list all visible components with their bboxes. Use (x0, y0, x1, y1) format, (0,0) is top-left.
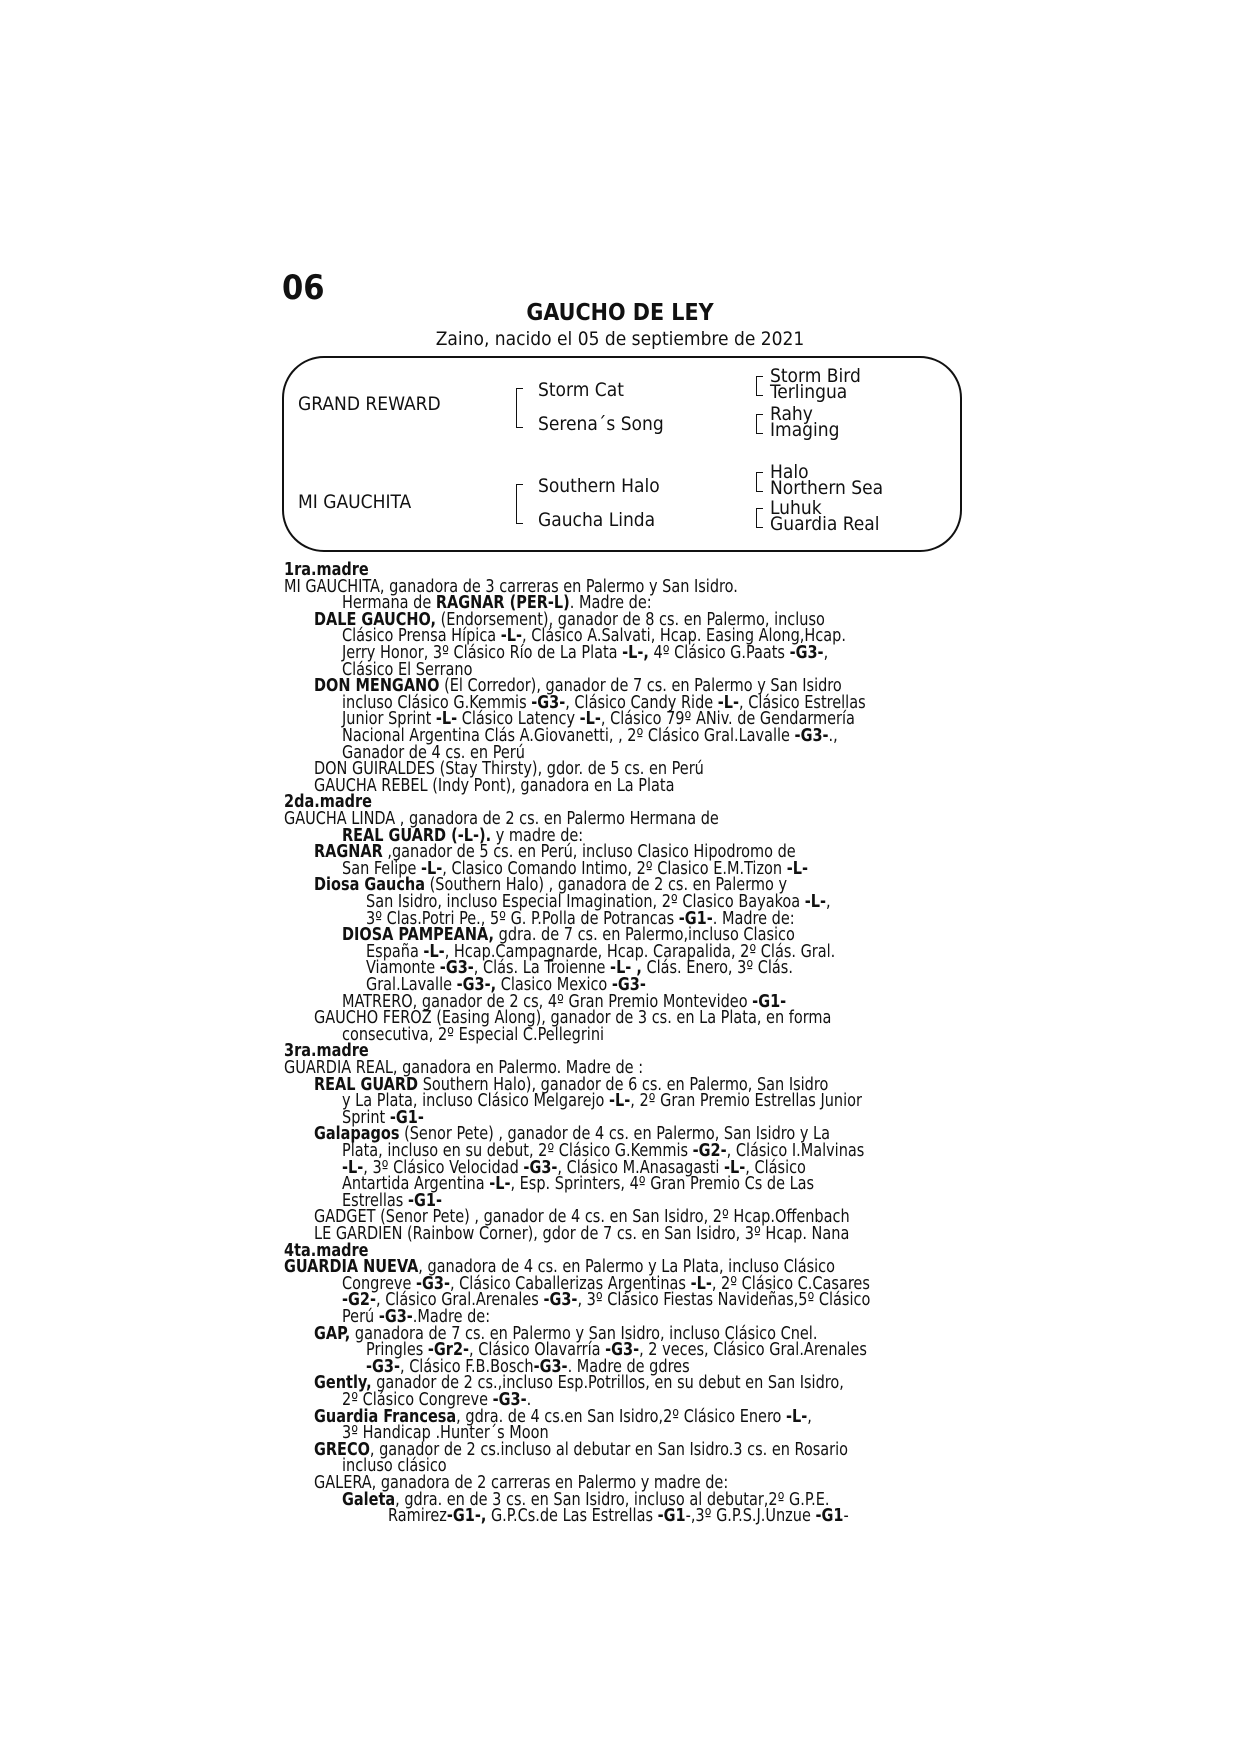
bold-segment: -L- (717, 692, 740, 713)
text-segment: .Madre de: (412, 1307, 491, 1327)
bold-segment: -L- (804, 892, 827, 912)
text-segment: , 2º Clásico C.Casares (711, 1273, 870, 1294)
text-segment: Clásico El Serrano (342, 659, 473, 680)
text-segment: , 3º Clásico Fiestas Navideñas,5º Clásico (577, 1290, 871, 1311)
text-line (314, 1226, 849, 1243)
text-segment: 3º Clas.Potri Pe., 5º G. P.Polla de Potrancas (366, 908, 679, 929)
text-segment: consecutiva, 2º Especial C.Pellegrini (342, 1024, 605, 1045)
ggparent: Storm Bird (770, 365, 861, 387)
bracket (516, 484, 523, 524)
bold-segment: -L- (724, 1157, 746, 1178)
bold-segment: -L- (786, 1406, 808, 1427)
bold-segment: -L- (690, 1273, 712, 1294)
text-segment: Ramirez (388, 1506, 447, 1527)
bold-segment: -G3- (439, 958, 474, 979)
bold-segment: -L- (609, 1091, 631, 1112)
text-segment: . (526, 1390, 532, 1410)
text-segment: Clás. Enero, 3º Clás. (641, 958, 793, 979)
text-segment: Clasico Mexico (496, 975, 612, 995)
text-segment: . Madre de gdres (567, 1356, 690, 1377)
text-segment: , Clásico Caballerizas Argentinas (449, 1273, 691, 1294)
text-segment: Viamonte (366, 958, 440, 979)
ggparent: Guardia Real (770, 513, 880, 535)
text-segment: , ganadora de 4 cs. en Palermo y La Plata, incluso Clásico (418, 1257, 835, 1278)
text-segment: (Senor Pete) , ganador de 4 cs. en Palermo, San Isidro y La (399, 1124, 830, 1145)
bold-segment: -L- (423, 941, 445, 962)
ggparent: Imaging (770, 419, 840, 441)
ggparent: Northern Sea (770, 477, 884, 499)
text-segment: GAUCHA LINDA , ganadora de 2 cs. en Palermo Hermana de (284, 809, 719, 829)
text-line (388, 1508, 849, 1525)
bold-segment: -G2- (342, 1290, 376, 1311)
text-segment: ganadora de 7 cs. en Palermo y San Isidro, incluso Clásico Cnel. (350, 1323, 818, 1344)
sire-sire: Storm Cat (538, 379, 624, 401)
ggparent: Rahy (770, 403, 813, 425)
dam: MI GAUCHITA (298, 491, 412, 513)
text-segment: Gral.Lavalle (366, 975, 457, 995)
text-segment: , Clásico A.Salvati, Hcap. Easing Along,Hcap. (522, 626, 846, 647)
bold-segment: GRECO (314, 1439, 370, 1460)
text-segment: Junior Sprint (342, 709, 436, 730)
bracket (756, 414, 763, 434)
text-segment: incluso clásico (342, 1456, 447, 1477)
text-segment: y madre de: (491, 825, 584, 846)
text-segment: , Clásico (745, 1157, 806, 1178)
bold-segment: -Gr2- (427, 1340, 470, 1361)
bold-segment: -L- (342, 1157, 364, 1178)
text-segment: , (826, 892, 831, 912)
text-segment: (El Corredor), ganador de 7 cs. en Palermo y San Isidro (439, 676, 842, 697)
bold-segment: GAP, (314, 1323, 351, 1344)
text-segment: España (366, 941, 424, 962)
dam-dam: Gaucha Linda (538, 509, 656, 531)
text-segment: (Southern Halo) , ganadora de 2 cs. en Palermo y (425, 875, 788, 896)
section-heading: 4ta.madre (284, 1240, 369, 1261)
ggparent: Halo (770, 461, 809, 483)
text-segment: GUARDIA REAL, ganadora en Palermo. Madre de : (284, 1058, 644, 1078)
bold-segment: DALE GAUCHO, (314, 609, 436, 630)
bold-segment: -G3- (543, 1290, 578, 1311)
bold-segment: -G3- (366, 1356, 400, 1377)
bold-segment: -G3- (492, 1390, 527, 1410)
bold-segment: -G3- (611, 975, 646, 995)
pedigree-box (282, 356, 962, 552)
bold-segment: RAGNAR (PER-L) (435, 593, 570, 614)
bold-segment: -L- (786, 858, 808, 879)
bold-segment: -G1- (389, 1107, 424, 1128)
bold-segment: Diosa Gaucha (314, 875, 426, 896)
text-segment: , gdra. en de 3 cs. en San Isidro, incluso al debutar,2º G.P.E. (395, 1489, 830, 1510)
text-segment: GAUCHO FEROZ (Easing Along), ganador de 3 cs. en La Plata, en forma (314, 1008, 832, 1029)
bold-segment: Guardia Francesa (314, 1406, 457, 1427)
ggparent: Luhuk (770, 497, 822, 519)
birth-info: Zaino, nacido el 05 de septiembre de 2021 (435, 328, 805, 350)
bold-segment: -G1-, (446, 1506, 487, 1527)
bold-segment: -G3- (531, 692, 566, 713)
section-heading: 3ra.madre (284, 1041, 369, 1062)
text-segment: , Clásico F.B.Bosch (399, 1356, 534, 1377)
text-segment: ,ganador de 5 cs. en Perú, incluso Clasico Hipodromo de (382, 842, 796, 863)
text-segment: Perú (342, 1307, 379, 1327)
text-segment: y La Plata, incluso Clásico Melgarejo (342, 1091, 610, 1112)
text-segment: , Clásico Estrellas (739, 692, 866, 713)
sire-dam: Serena´s Song (538, 413, 664, 435)
lot-number: 06 (282, 268, 325, 308)
bracket (516, 388, 523, 428)
text-segment: MI GAUCHITA, ganadora de 3 carreras en Palermo y San Isidro. (284, 576, 738, 597)
text-segment: . Madre de: (569, 593, 652, 614)
text-segment: , Esp. Sprinters, 4º Gran Premio Cs de Las (510, 1174, 815, 1195)
bold-segment: GUARDIA NUEVA (284, 1257, 419, 1278)
bold-segment: -G3- (789, 643, 824, 663)
text-segment: Plata, incluso en su debut, 2º Clásico G.Kemmis (342, 1141, 693, 1161)
bold-segment: -G1 (657, 1506, 686, 1527)
text-segment: Antartida Argentina (342, 1174, 490, 1195)
text-segment: Congreve (342, 1273, 416, 1294)
bold-segment: -G1- (678, 908, 713, 929)
bold-segment: -G1- (752, 991, 787, 1012)
text-segment: , Clás. La Troienne (473, 958, 611, 979)
text-segment: Estrellas (342, 1190, 408, 1211)
bold-segment: -G1- (407, 1190, 442, 1211)
horse-name: GAUCHO DE LEY (526, 300, 714, 326)
bold-segment: -L- (489, 1174, 511, 1195)
text-segment: LE GARDIEN (Rainbow Corner), gdor de 7 cs. en San Isidro, 3º Hcap. Nana (314, 1224, 850, 1244)
text-segment: 4º Clásico G.Paats (648, 643, 790, 663)
text-segment: GALERA, ganadora de 2 carreras en Palermo y madre de: (314, 1473, 729, 1493)
bold-segment: -L- (579, 709, 601, 730)
text-segment: , 2 veces, Clásico Gral.Arenales (639, 1340, 867, 1361)
text-segment: , Clásico I.Malvinas (726, 1141, 865, 1161)
text-segment: , Clásico Gral.Arenales (375, 1290, 544, 1311)
text-segment: , ganador de 2 cs.incluso al debutar en San Isidro.3 cs. en Rosario (369, 1439, 848, 1460)
bold-segment: -G3-, (456, 975, 497, 995)
ggparent: Terlingua (770, 381, 848, 403)
text-segment: ganador de 2 cs.,incluso Esp.Potrillos, en su debut en San Isidro, (371, 1373, 844, 1394)
bold-segment: -L- (435, 709, 458, 730)
bold-segment: -G3- (605, 1340, 640, 1361)
text-segment: Hermana de (342, 593, 436, 614)
text-segment: San Felipe (342, 858, 421, 879)
bold-segment: -L- (420, 858, 443, 879)
text-segment: , Hcap.Campagnarde, Hcap. Carapalida, 2º Clás. Gral. (444, 941, 836, 962)
text-segment: , gdra. de 4 cs.en San Isidro,2º Clásico Enero (456, 1406, 787, 1427)
text-segment: Nacional Argentina Clás A.Giovanetti, , 2º Clásico Gral.Lavalle (342, 726, 795, 746)
text-segment: , 3º Clásico Velocidad (363, 1157, 524, 1178)
text-segment: , Clásico 79º ANiv. de Gendarmería (600, 709, 855, 730)
text-segment: Clásico Prensa Hípica (342, 626, 501, 647)
bold-segment: -L- (500, 626, 523, 647)
bracket (756, 376, 763, 396)
text-segment: , Clásico M.Anasagasti (557, 1157, 725, 1178)
text-segment: Pringles (366, 1340, 428, 1361)
text-segment: Ganador de 4 cs. en Perú (342, 742, 525, 763)
bold-segment: -G3- (378, 1307, 413, 1327)
text-segment: , Clásico Candy Ride (565, 692, 718, 713)
bold-segment: -G3- (794, 726, 829, 746)
text-segment: San Isidro, incluso Especial Imagination, 2º Clasico Bayakoa (366, 892, 805, 912)
bold-segment: -G3- (415, 1273, 450, 1294)
text-segment: DON GUIRALDES (Stay Thirsty), gdor. de 5 cs. en Perú (314, 759, 704, 780)
text-segment: Clásico Latency (457, 709, 580, 730)
text-segment: - (843, 1506, 849, 1527)
sire: GRAND REWARD (298, 393, 441, 415)
text-segment: , (823, 643, 829, 663)
bracket (756, 508, 763, 528)
section-heading: 1ra.madre (284, 560, 369, 580)
text-segment: . Madre de: (712, 908, 795, 929)
bracket (756, 472, 763, 492)
text-segment: Jerry Honor, 3º Clásico Río de La Plata (342, 643, 623, 663)
text-segment: ., (828, 726, 838, 746)
bold-segment: Galapagos (314, 1124, 400, 1145)
text-segment: Southern Halo), ganador de 6 cs. en Palermo, San Isidro (418, 1074, 829, 1095)
bold-segment: -G3- (523, 1157, 558, 1178)
bold-segment: DIOSA PAMPEANA, (342, 925, 495, 946)
bold-segment: DON MENGANO (314, 676, 440, 697)
bold-segment: -L-, (622, 643, 649, 663)
text-segment: -,3º G.P.S.J.Unzue (685, 1506, 816, 1527)
bold-segment: -G1 (815, 1506, 844, 1527)
bold-segment: REAL GUARD (314, 1074, 419, 1095)
text-segment: , Clasico Comando Intimo, 2º Clasico E.M.Tizon (442, 858, 787, 879)
bold-segment: -L- , (610, 958, 642, 979)
text-line (342, 1024, 605, 1045)
bold-segment: -G2- (692, 1141, 727, 1161)
bold-segment: REAL GUARD (-L-). (342, 825, 492, 846)
text-segment: Sprint (342, 1107, 390, 1128)
text-segment: , Clásico Olavarría (469, 1340, 606, 1361)
text-segment: GADGET (Senor Pete) , ganador de 4 cs. en San Isidro, 2º Hcap.Offenbach (314, 1207, 850, 1228)
bold-segment: -G3- (533, 1356, 568, 1377)
bold-segment: Galeta (342, 1489, 396, 1510)
text-segment: 2º Clásico Congreve (342, 1390, 493, 1410)
text-segment: gdra. de 7 cs. en Palermo,incluso Clasico (494, 925, 795, 946)
section-heading: 2da.madre (284, 792, 372, 813)
dam-sire: Southern Halo (538, 475, 660, 497)
text-segment: , 2º Gran Premio Estrellas Junior (630, 1091, 862, 1112)
text-segment: GAUCHA REBEL (Indy Pont), ganadora en La Plata (314, 775, 675, 796)
text-segment: MATRERO, ganador de 2 cs, 4º Gran Premio Montevideo (342, 991, 753, 1012)
bold-segment: RAGNAR (314, 842, 383, 863)
text-segment: 3º Handicap .Hunter´s Moon (342, 1423, 549, 1444)
text-segment: , (807, 1406, 812, 1427)
text-segment: incluso Clásico G.Kemmis (342, 692, 532, 713)
text-segment: G.P.Cs.de Las Estrellas (486, 1506, 658, 1527)
bold-segment: Gently, (314, 1373, 372, 1394)
text-segment: (Endorsement), ganador de 8 cs. en Palermo, incluso (435, 609, 825, 630)
